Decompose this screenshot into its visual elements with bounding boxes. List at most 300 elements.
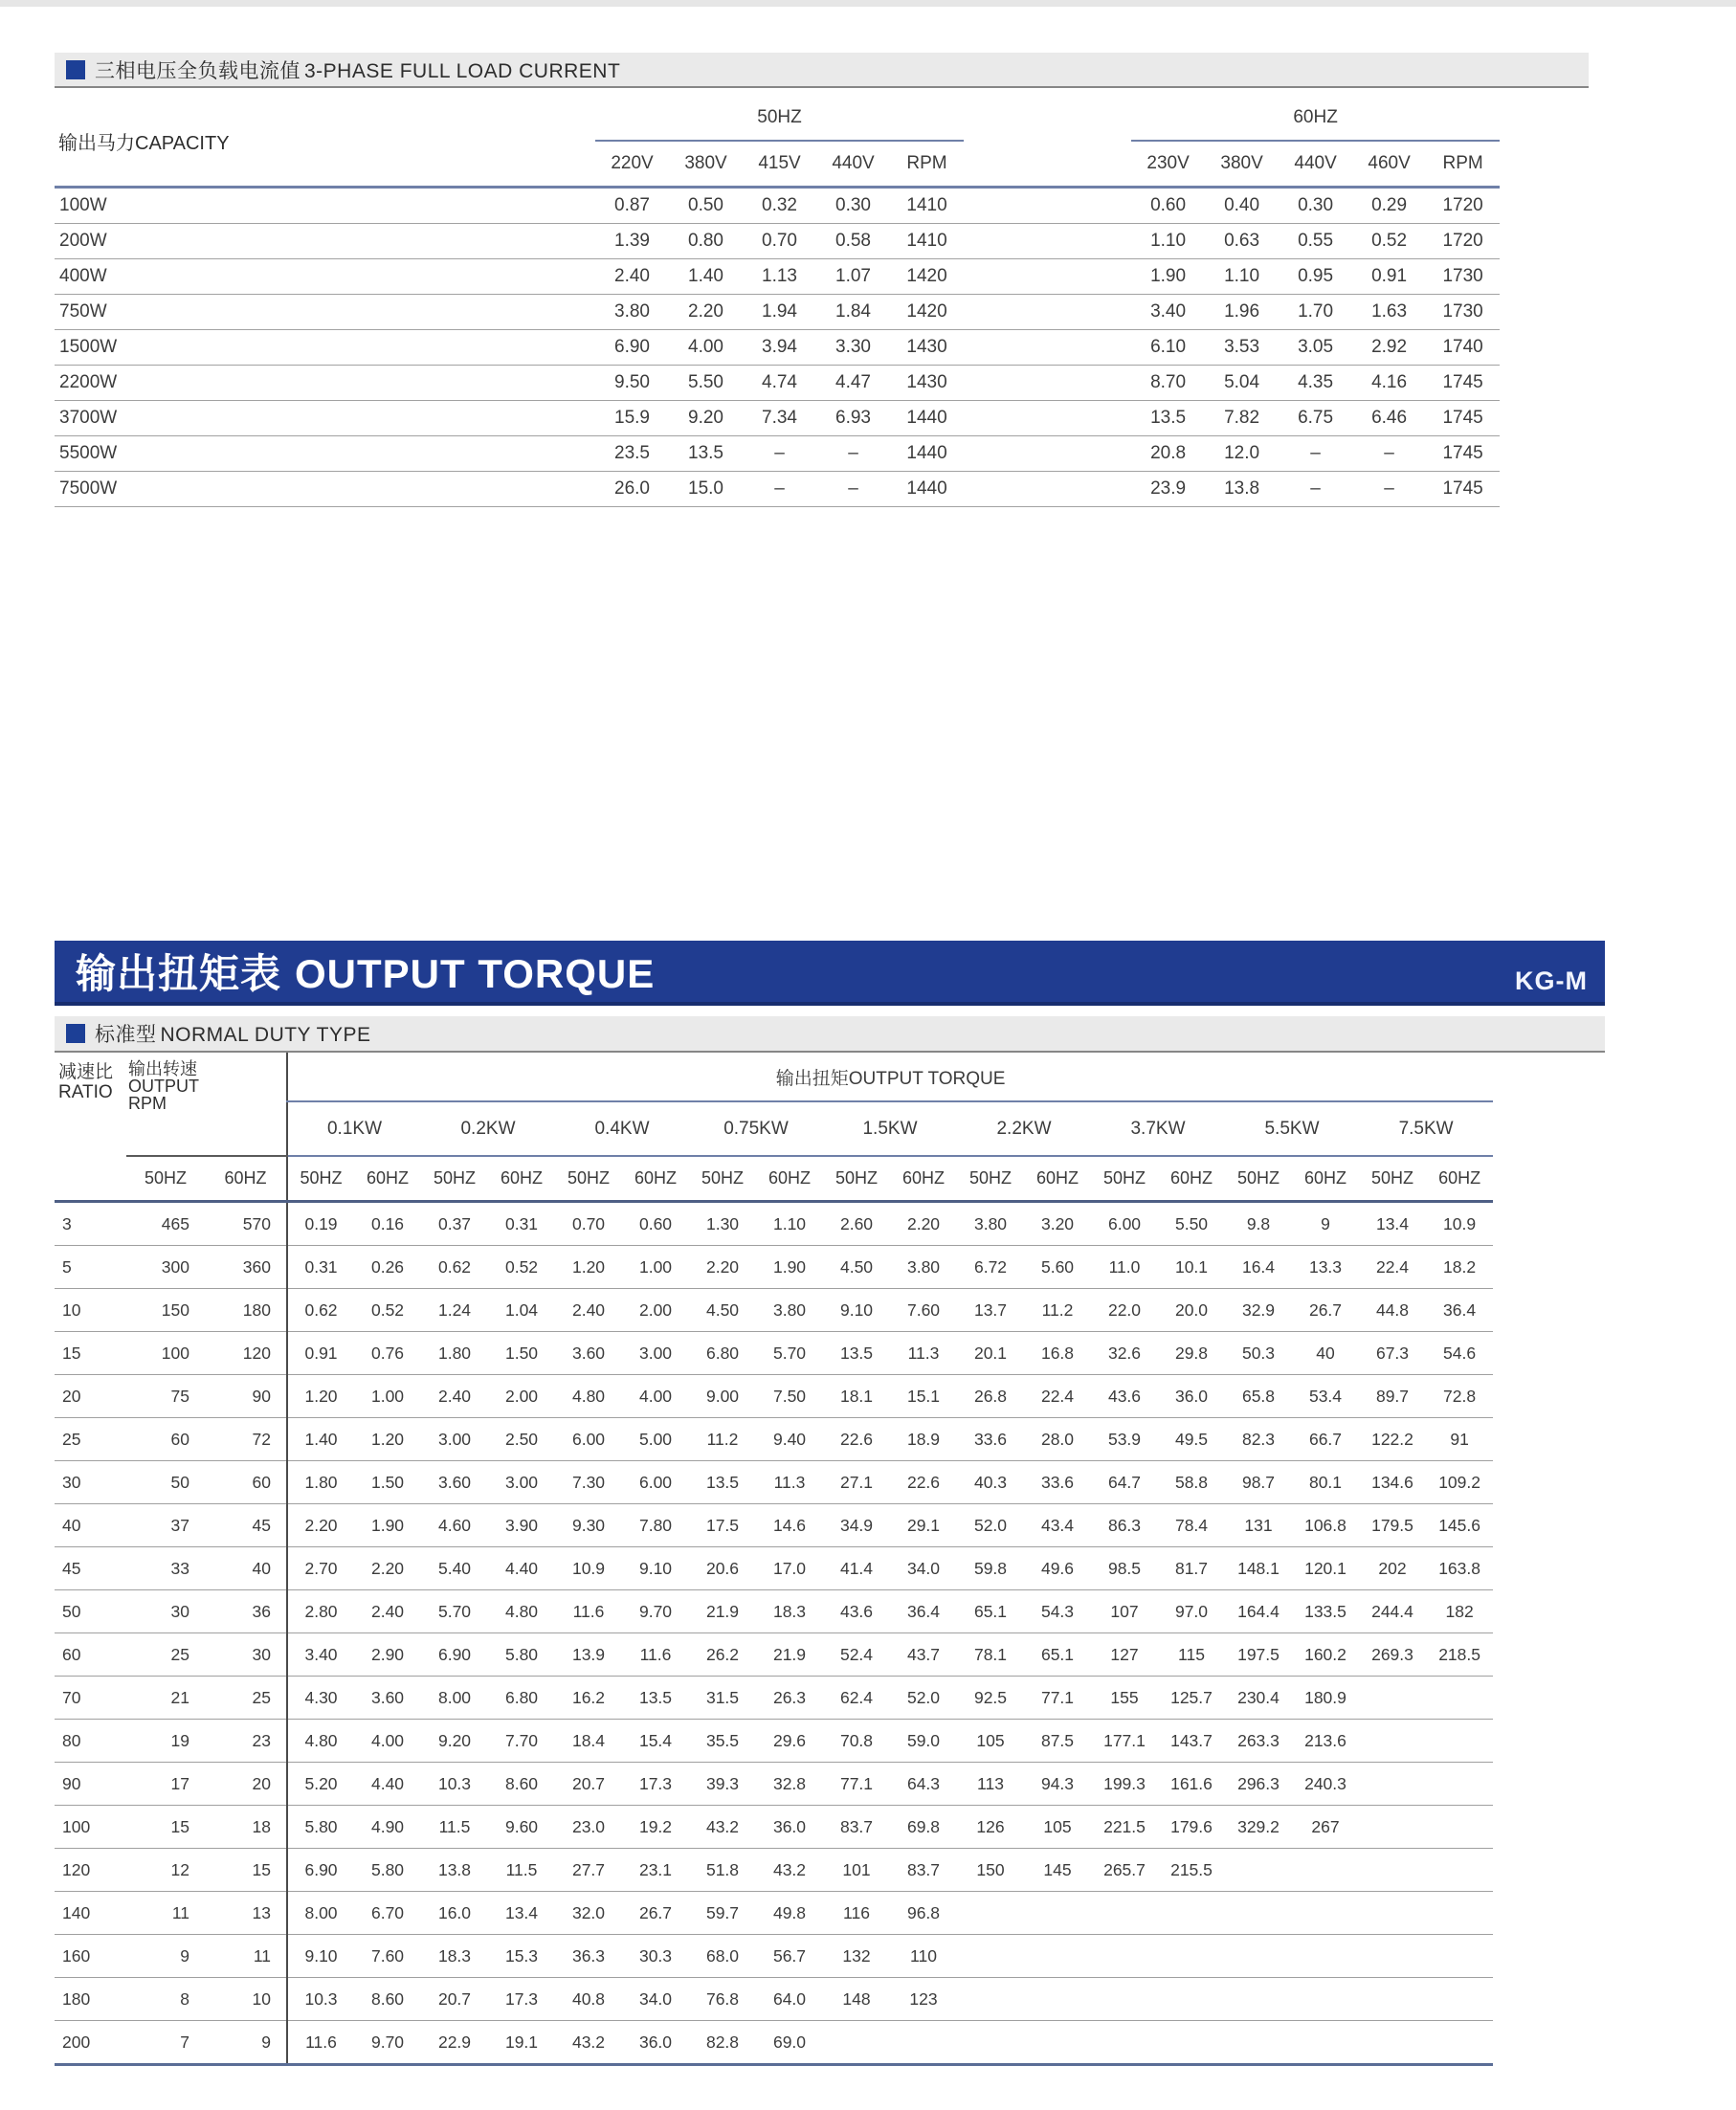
torque-value-cell: 0.76 [354,1332,421,1375]
torque-value-cell: 0.31 [287,1246,354,1289]
torque-value-cell: 1.80 [287,1461,354,1504]
torque-value-cell: 213.6 [1292,1720,1359,1763]
torque-value-cell: 32.9 [1225,1289,1292,1332]
torque-value-cell: 9.60 [488,1806,555,1849]
rpm-60hz-cell: 30 [205,1633,287,1677]
torque-value-cell: 32.8 [756,1763,823,1806]
current-value-cell: 0.50 [669,188,743,224]
current-value-cell: 5.04 [1205,366,1279,401]
ratio-cell: 120 [55,1849,126,1892]
ratio-cell: 30 [55,1461,126,1504]
voltage-column-header: 220V [595,141,669,188]
ratio-row [55,1418,1493,1461]
ratio-row [55,1633,1493,1677]
torque-value-cell [1292,1892,1359,1935]
rpm-50hz-cell: 33 [126,1547,205,1590]
torque-value-cell: 11.3 [890,1332,957,1375]
torque-value-cell: 125.7 [1158,1677,1225,1720]
group-gap-cell [964,188,1131,224]
torque-value-cell: 163.8 [1426,1547,1493,1590]
torque-value-cell: 2.40 [421,1375,488,1418]
ratio-column-header [55,1053,126,1202]
torque-value-cell: 44.8 [1359,1289,1426,1332]
torque-value-cell: 1.04 [488,1289,555,1332]
ratio-cell: 80 [55,1720,126,1763]
rpm-50hz-cell: 37 [126,1504,205,1547]
normal-duty-title-en: NORMAL DUTY TYPE [160,1024,371,1046]
current-value-cell: 0.95 [1279,259,1352,295]
full-load-current-table [55,96,1500,507]
ratio-row [55,1677,1493,1720]
ratio-row [55,1849,1493,1892]
rpm-50hz-cell: 11 [126,1892,205,1935]
torque-value-cell: 23.0 [555,1806,622,1849]
torque-value-cell: 49.6 [1024,1547,1091,1590]
torque-value-cell: 4.00 [622,1375,689,1418]
ratio-cell: 40 [55,1504,126,1547]
capacity-column-header: 输出马力CAPACITY [55,96,595,188]
rpm-50hz-cell: 30 [126,1590,205,1633]
ratio-cell: 90 [55,1763,126,1806]
torque-value-cell: 6.00 [1091,1202,1158,1246]
torque-value-cell: 16.2 [555,1677,622,1720]
torque-value-cell: 29.8 [1158,1332,1225,1375]
torque-value-cell [1024,1935,1091,1978]
current-value-cell: 26.0 [595,472,669,507]
torque-value-cell: 6.80 [488,1677,555,1720]
torque-value-cell: 32.6 [1091,1332,1158,1375]
voltage-column-header: RPM [890,141,964,188]
rpm-60hz-cell: 360 [205,1246,287,1289]
torque-value-cell: 2.20 [689,1246,756,1289]
torque-value-cell: 7.70 [488,1720,555,1763]
torque-value-cell: 17.0 [756,1547,823,1590]
torque-value-cell [957,1892,1024,1935]
torque-hz-header: 50HZ [1091,1156,1158,1202]
rpm-50hz-cell: 60 [126,1418,205,1461]
current-value-cell: 15.9 [595,401,669,436]
torque-value-cell: 164.4 [1225,1590,1292,1633]
torque-value-cell: 13.3 [1292,1246,1359,1289]
current-table-body [55,188,1500,507]
current-value-cell: – [816,472,890,507]
kw-column-header: 2.2KW [957,1101,1091,1156]
torque-value-cell: 133.5 [1292,1590,1359,1633]
torque-value-cell: 105 [1024,1806,1091,1849]
torque-value-cell: 1.50 [488,1332,555,1375]
ratio-cell: 50 [55,1590,126,1633]
torque-table-body [55,1202,1493,2065]
torque-value-cell: 101 [823,1849,890,1892]
capacity-cell: 3700W [55,401,595,436]
torque-value-cell [957,1978,1024,2021]
torque-value-cell: 148.1 [1225,1547,1292,1590]
torque-value-cell: 3.80 [756,1289,823,1332]
torque-value-cell: 40 [1292,1332,1359,1375]
current-value-cell: 1.07 [816,259,890,295]
torque-value-cell: 240.3 [1292,1763,1359,1806]
current-value-cell: 1745 [1426,472,1500,507]
torque-value-cell: 3.60 [421,1461,488,1504]
torque-value-cell: 1.30 [689,1202,756,1246]
torque-value-cell: 17.3 [488,1978,555,2021]
torque-value-cell: 52.4 [823,1633,890,1677]
torque-value-cell: 35.5 [689,1720,756,1763]
torque-value-cell: 59.0 [890,1720,957,1763]
torque-value-cell: 7.60 [354,1935,421,1978]
torque-value-cell: 122.2 [1359,1418,1426,1461]
torque-value-cell: 9.70 [622,1590,689,1633]
rpm-60hz-cell: 72 [205,1418,287,1461]
group-gap-cell [964,224,1131,259]
current-value-cell: 0.32 [743,188,816,224]
torque-value-cell: 161.6 [1158,1763,1225,1806]
torque-value-cell: 1.00 [622,1246,689,1289]
torque-value-cell: 9.8 [1225,1202,1292,1246]
torque-value-cell [1225,1978,1292,2021]
torque-value-cell: 177.1 [1091,1720,1158,1763]
rpm-60hz-cell: 180 [205,1289,287,1332]
current-value-cell: 2.92 [1352,330,1426,366]
torque-value-cell: 15.4 [622,1720,689,1763]
torque-value-cell: 0.19 [287,1202,354,1246]
torque-value-cell [1359,2021,1426,2065]
torque-value-cell: 36.3 [555,1935,622,1978]
current-value-cell: 1410 [890,224,964,259]
torque-value-cell: 68.0 [689,1935,756,1978]
ratio-row [55,1590,1493,1633]
torque-value-cell: 6.90 [287,1849,354,1892]
current-value-cell: 23.5 [595,436,669,472]
ratio-row [55,1202,1493,1246]
current-value-cell: 13.5 [1131,401,1205,436]
torque-value-cell: 8.60 [354,1978,421,2021]
current-value-cell: 9.20 [669,401,743,436]
torque-value-cell: 65.1 [957,1590,1024,1633]
current-value-cell: 1.84 [816,295,890,330]
torque-value-cell: 78.1 [957,1633,1024,1677]
torque-value-cell: 9 [1292,1202,1359,1246]
capacity-row [55,295,1500,330]
torque-value-cell: 70.8 [823,1720,890,1763]
torque-value-cell: 51.8 [689,1849,756,1892]
torque-value-cell: 64.3 [890,1763,957,1806]
torque-value-cell [1292,1849,1359,1892]
torque-value-cell [957,1935,1024,1978]
torque-value-cell: 6.00 [622,1461,689,1504]
torque-value-cell: 2.90 [354,1633,421,1677]
rpm-50hz-cell: 17 [126,1763,205,1806]
current-value-cell: 1.10 [1205,259,1279,295]
torque-value-cell [1292,1978,1359,2021]
capacity-cell: 750W [55,295,595,330]
torque-value-cell: 83.7 [823,1806,890,1849]
torque-value-cell: 31.5 [689,1677,756,1720]
torque-value-cell: 15.3 [488,1935,555,1978]
torque-value-cell [1158,1892,1225,1935]
torque-value-cell: 40.8 [555,1978,622,2021]
current-value-cell: 1730 [1426,295,1500,330]
torque-value-cell [1091,1892,1158,1935]
torque-value-cell [1359,1892,1426,1935]
torque-value-cell: 132 [823,1935,890,1978]
current-value-cell: 6.90 [595,330,669,366]
torque-value-cell: 14.6 [756,1504,823,1547]
rpm-60hz-cell: 40 [205,1547,287,1590]
torque-value-cell: 22.0 [1091,1289,1158,1332]
rpm-50hz-cell: 25 [126,1633,205,1677]
capacity-row [55,330,1500,366]
torque-value-cell: 1.50 [354,1461,421,1504]
torque-value-cell: 0.52 [354,1289,421,1332]
ratio-cell: 45 [55,1547,126,1590]
current-value-cell: 2.40 [595,259,669,295]
torque-value-cell: 36.0 [1158,1375,1225,1418]
torque-value-cell: 22.6 [890,1461,957,1504]
current-value-cell: 1420 [890,295,964,330]
torque-value-cell: 2.40 [354,1590,421,1633]
torque-value-cell: 202 [1359,1547,1426,1590]
ratio-row [55,1978,1493,2021]
capacity-row [55,259,1500,295]
group-gap-cell [964,436,1131,472]
torque-value-cell: 6.90 [421,1633,488,1677]
torque-value-cell: 59.8 [957,1547,1024,1590]
ratio-row [55,1720,1493,1763]
rpm-60hz-cell: 570 [205,1202,287,1246]
torque-value-cell [1225,2021,1292,2065]
capacity-row [55,401,1500,436]
torque-value-cell: 18.2 [1426,1246,1493,1289]
torque-value-cell: 9.20 [421,1720,488,1763]
rpm-60hz-cell: 10 [205,1978,287,2021]
torque-value-cell [1359,1978,1426,2021]
torque-value-cell: 145 [1024,1849,1091,1892]
torque-value-cell: 87.5 [1024,1720,1091,1763]
torque-value-cell [1426,1849,1493,1892]
torque-value-cell [1426,2021,1493,2065]
torque-value-cell: 27.1 [823,1461,890,1504]
torque-value-cell: 5.00 [622,1418,689,1461]
hz-header-row [55,1156,1493,1202]
current-value-cell: 1745 [1426,436,1500,472]
torque-value-cell: 32.0 [555,1892,622,1935]
torque-value-cell: 1.00 [354,1375,421,1418]
torque-value-cell: 10.3 [421,1763,488,1806]
normal-duty-title-zh: 标准型 [95,1024,157,1046]
current-value-cell: 1.70 [1279,295,1352,330]
ratio-row [55,1246,1493,1289]
voltage-column-header: 440V [1279,141,1352,188]
torque-value-cell: 62.4 [823,1677,890,1720]
torque-value-cell [1426,1806,1493,1849]
torque-hz-header: 60HZ [354,1156,421,1202]
current-value-cell: 3.30 [816,330,890,366]
current-value-cell: 1430 [890,366,964,401]
kw-column-header: 0.1KW [287,1101,421,1156]
ratio-cell: 200 [55,2021,126,2065]
torque-value-cell [1359,1677,1426,1720]
torque-value-cell: 11.5 [488,1849,555,1892]
ratio-cell: 3 [55,1202,126,1246]
torque-hz-header: 60HZ [1292,1156,1359,1202]
torque-value-cell: 4.60 [421,1504,488,1547]
ratio-cell: 15 [55,1332,126,1375]
torque-value-cell: 40.3 [957,1461,1024,1504]
torque-value-cell: 0.26 [354,1246,421,1289]
torque-value-cell: 29.6 [756,1720,823,1763]
torque-value-cell: 13.5 [823,1332,890,1375]
torque-value-cell: 64.0 [756,1978,823,2021]
torque-value-cell [1292,1935,1359,1978]
current-value-cell: 4.47 [816,366,890,401]
torque-value-cell: 2.20 [890,1202,957,1246]
torque-value-cell [1426,1892,1493,1935]
current-value-cell: 1440 [890,472,964,507]
torque-value-cell: 13.5 [622,1677,689,1720]
current-value-cell: 4.16 [1352,366,1426,401]
torque-value-cell: 69.8 [890,1806,957,1849]
torque-value-cell: 4.00 [354,1720,421,1763]
current-value-cell: 1420 [890,259,964,295]
rpm-hz-header: 50HZ [126,1156,205,1202]
torque-value-cell: 179.5 [1359,1504,1426,1547]
current-value-cell: 8.70 [1131,366,1205,401]
torque-value-cell: 18.4 [555,1720,622,1763]
torque-value-cell: 11.6 [622,1633,689,1677]
torque-value-cell [1426,1720,1493,1763]
current-value-cell: 6.93 [816,401,890,436]
torque-value-cell: 7.80 [622,1504,689,1547]
torque-value-cell: 3.80 [890,1246,957,1289]
current-value-cell: 4.00 [669,330,743,366]
torque-value-cell: 1.20 [287,1375,354,1418]
torque-value-cell: 11.3 [756,1461,823,1504]
torque-value-cell: 30.3 [622,1935,689,1978]
ratio-row [55,1763,1493,1806]
rpm-60hz-cell: 23 [205,1720,287,1763]
torque-value-cell: 197.5 [1225,1633,1292,1677]
torque-value-cell: 66.7 [1292,1418,1359,1461]
torque-value-cell: 9.10 [622,1547,689,1590]
torque-value-cell: 81.7 [1158,1547,1225,1590]
current-value-cell: 1745 [1426,366,1500,401]
torque-value-cell: 4.50 [823,1246,890,1289]
torque-value-cell: 1.80 [421,1332,488,1375]
torque-value-cell: 34.0 [622,1978,689,2021]
torque-value-cell: 22.4 [1359,1246,1426,1289]
capacity-row [55,436,1500,472]
torque-value-cell: 3.20 [1024,1202,1091,1246]
group-header-50hz: 50HZ [595,96,964,141]
torque-value-cell: 65.8 [1225,1375,1292,1418]
current-value-cell: 6.10 [1131,330,1205,366]
current-value-cell: 1430 [890,330,964,366]
torque-value-cell: 86.3 [1091,1504,1158,1547]
group-gap-cell [964,401,1131,436]
normal-duty-title [95,1019,371,1048]
torque-value-cell: 5.50 [1158,1202,1225,1246]
torque-value-cell: 230.4 [1225,1677,1292,1720]
ratio-cell: 100 [55,1806,126,1849]
torque-value-cell: 16.8 [1024,1332,1091,1375]
ratio-header-zh: 减速比 [58,1062,114,1082]
ratio-row [55,1375,1493,1418]
torque-value-cell: 80.1 [1292,1461,1359,1504]
rpm-50hz-cell: 100 [126,1332,205,1375]
torque-value-cell: 215.5 [1158,1849,1225,1892]
torque-value-cell: 26.2 [689,1633,756,1677]
current-value-cell: 15.0 [669,472,743,507]
normal-duty-header [55,1016,1605,1053]
group-gap [964,96,1131,188]
current-value-cell: 13.5 [669,436,743,472]
current-value-cell: 0.52 [1352,224,1426,259]
torque-value-cell: 1.10 [756,1202,823,1246]
torque-value-cell: 11.2 [1024,1289,1091,1332]
torque-value-cell: 5.60 [1024,1246,1091,1289]
torque-value-cell: 143.7 [1158,1720,1225,1763]
torque-value-cell: 36.0 [622,2021,689,2065]
torque-value-cell: 11.6 [287,2021,354,2065]
current-value-cell: 1.94 [743,295,816,330]
torque-value-cell: 16.4 [1225,1246,1292,1289]
capacity-cell: 200W [55,224,595,259]
torque-value-cell: 98.5 [1091,1547,1158,1590]
ratio-row [55,1504,1493,1547]
current-value-cell: 1740 [1426,330,1500,366]
capacity-cell: 1500W [55,330,595,366]
torque-value-cell: 329.2 [1225,1806,1292,1849]
current-value-cell: 1410 [890,188,964,224]
torque-value-cell: 8.00 [421,1677,488,1720]
torque-value-cell: 72.8 [1426,1375,1493,1418]
torque-value-cell: 3.00 [421,1418,488,1461]
ratio-row [55,1547,1493,1590]
torque-value-cell: 77.1 [1024,1677,1091,1720]
rpm-60hz-cell: 13 [205,1892,287,1935]
torque-value-cell [1225,1892,1292,1935]
torque-value-cell: 155 [1091,1677,1158,1720]
rpm-60hz-cell: 25 [205,1677,287,1720]
ratio-cell: 160 [55,1935,126,1978]
torque-value-cell: 179.6 [1158,1806,1225,1849]
torque-value-cell: 21.9 [689,1590,756,1633]
current-value-cell: 0.30 [816,188,890,224]
output-rpm-column-header [126,1053,287,1156]
torque-value-cell: 43.2 [689,1806,756,1849]
torque-value-cell: 18.9 [890,1418,957,1461]
torque-value-cell: 15.1 [890,1375,957,1418]
torque-value-cell: 4.80 [488,1590,555,1633]
torque-value-cell [1024,2021,1091,2065]
torque-value-cell: 10.9 [1426,1202,1493,1246]
torque-hz-header: 60HZ [1426,1156,1493,1202]
torque-value-cell: 33.6 [957,1418,1024,1461]
torque-value-cell: 5.80 [354,1849,421,1892]
torque-value-cell [1024,1978,1091,2021]
torque-banner-title-zh: 输出扭矩表 [76,951,282,996]
voltage-column-header: 440V [816,141,890,188]
current-value-cell: – [1279,436,1352,472]
group-gap-cell [964,330,1131,366]
torque-value-cell: 53.9 [1091,1418,1158,1461]
capacity-row [55,188,1500,224]
torque-value-cell: 39.3 [689,1763,756,1806]
torque-value-cell [1426,1978,1493,2021]
ratio-header-en: RATIO [58,1082,113,1103]
kw-column-header: 0.75KW [689,1101,823,1156]
